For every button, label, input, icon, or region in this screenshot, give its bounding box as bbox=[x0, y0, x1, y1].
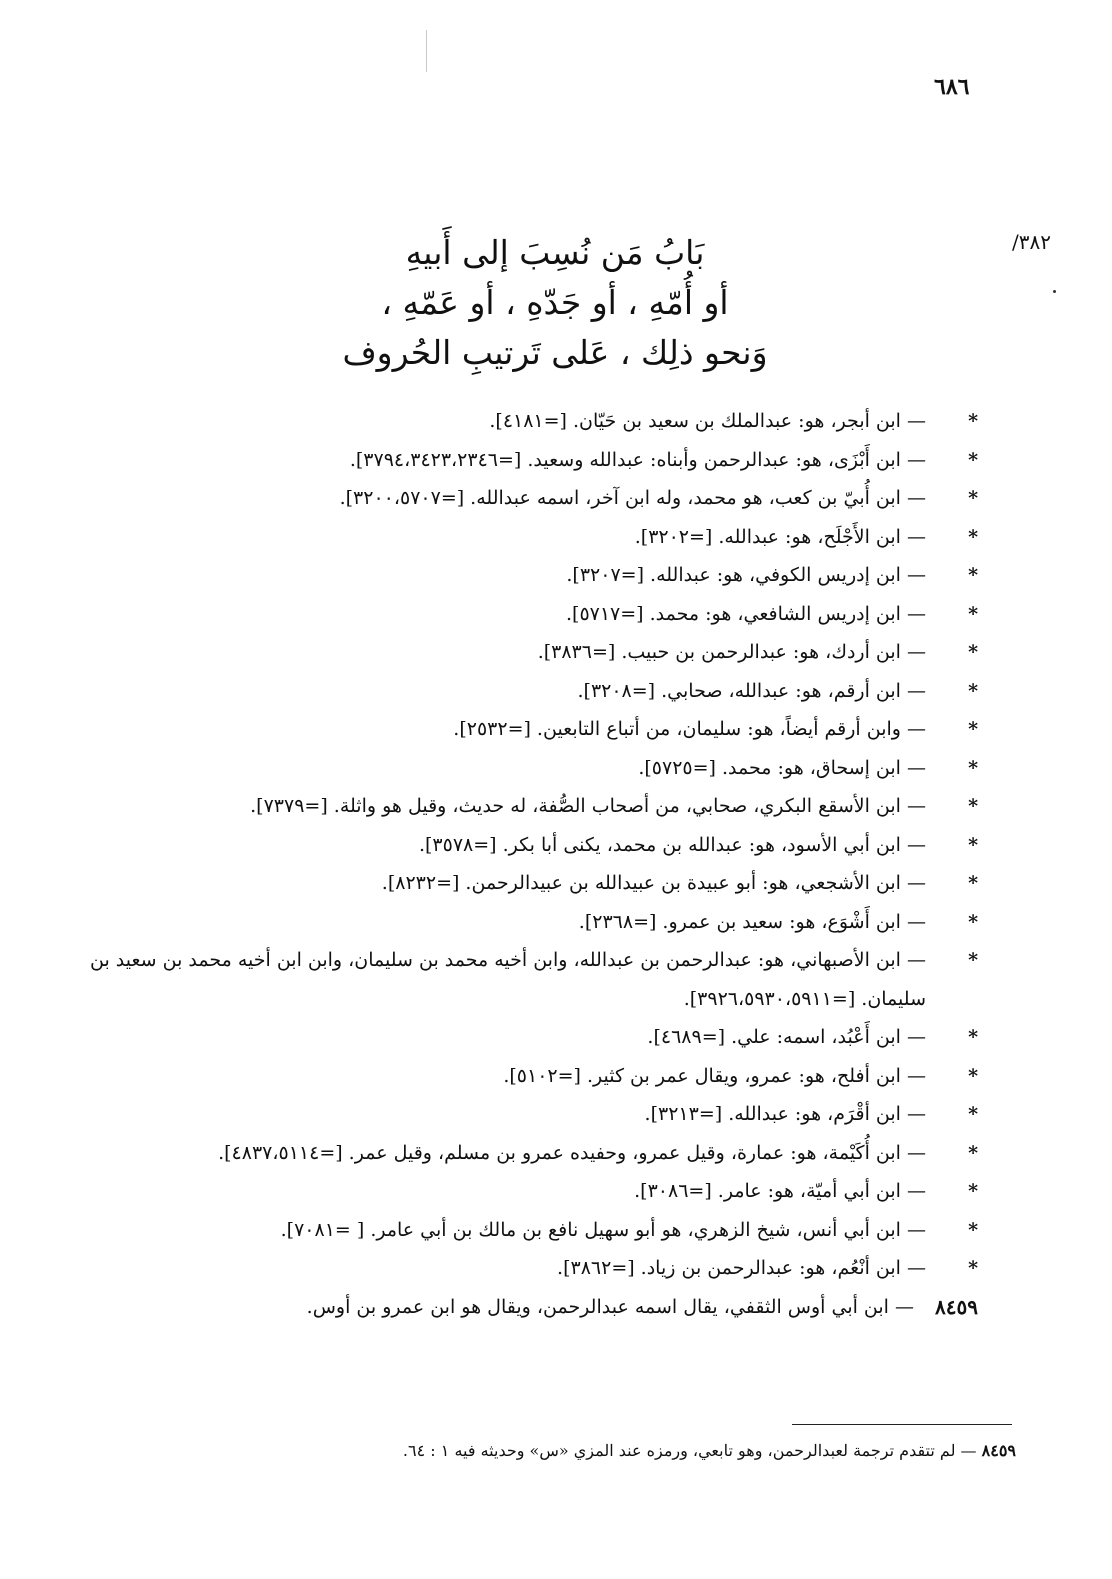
margin-reference: /٣٨٢ bbox=[1012, 230, 1051, 254]
entry-number: ٨٤٥٩ bbox=[935, 1294, 978, 1319]
list-item bbox=[60, 1057, 978, 1096]
entry-bullet: * bbox=[968, 487, 978, 509]
list-item bbox=[60, 595, 978, 634]
list-item bbox=[60, 1018, 978, 1057]
entries-list bbox=[60, 402, 978, 1326]
footnote-number: ٨٤٥٩ bbox=[981, 1441, 1016, 1460]
list-item bbox=[60, 941, 978, 1018]
list-item bbox=[60, 1095, 978, 1134]
entry-bullet: * bbox=[968, 1218, 978, 1241]
list-item bbox=[60, 1134, 978, 1173]
entry-bullet: * bbox=[968, 1064, 978, 1087]
entry-text: — ابن أنْعُم، هو: عبدالرحمن بن زياد. [=٣٨٦٢]. bbox=[557, 1257, 926, 1279]
list-item bbox=[60, 749, 978, 788]
entry-text: — ابن الأسقع البكري، صحابي، من أصحاب الصُّفة، له حديث، وقيل هو واثلة. [=٧٣٧٩]. bbox=[250, 795, 926, 817]
list-item bbox=[60, 864, 978, 903]
list-item bbox=[60, 710, 978, 749]
entry-bullet: * bbox=[968, 1180, 978, 1202]
entry-text: — ابن الأَجْلَح، هو: عبدالله. [=٣٢٠٢]. bbox=[634, 525, 926, 548]
entry-bullet: * bbox=[968, 910, 978, 933]
list-item bbox=[60, 556, 978, 595]
footnote-text: — لم تتقدم ترجمة لعبدالرحمن، وهو تابعي، ورمزه عند المزي «س» وحديثه فيه ١ : ٦٤. bbox=[402, 1441, 977, 1460]
scan-artifact bbox=[426, 30, 427, 72]
entry-bullet: * bbox=[968, 564, 978, 586]
entry-bullet: * bbox=[968, 756, 978, 779]
entry-text: — ابن أردك، هو: عبدالرحمن بن حبيب. [=٣٨٣٦]. bbox=[537, 641, 926, 663]
entry-text: — ابن الأشجعي، هو: أبو عبيدة بن عبيدالله بن عبيدالرحمن. [=٨٢٣٢]. bbox=[381, 872, 926, 894]
chapter-title bbox=[290, 228, 820, 378]
list-item bbox=[60, 787, 978, 826]
entry-text: — ابن أقْرَم، هو: عبدالله. [=٣٢١٣]. bbox=[644, 1103, 926, 1125]
entry-bullet: * bbox=[968, 1141, 978, 1164]
entry-bullet: * bbox=[968, 949, 978, 971]
chapter-title-line: وَنحو ذلِك ، عَلى تَرتيبِ الحُروف bbox=[342, 333, 768, 372]
entry-bullet: * bbox=[968, 525, 978, 548]
entry-text: — ابن أبجر، هو: عبدالملك بن سعيد بن حَيّان. [=٤١٨١]. bbox=[489, 410, 926, 432]
entry-text: — ابن أبي أوس الثقفي، يقال اسمه عبدالرحمن، ويقال هو ابن عمرو بن أوس. bbox=[306, 1295, 914, 1318]
footnote-divider bbox=[792, 1424, 1012, 1425]
page-number: ٦٨٦ bbox=[934, 74, 970, 100]
entry-bullet: * bbox=[968, 679, 978, 702]
entry-text: — ابن أرقم، هو: عبدالله، صحابي. [=٣٢٠٨]. bbox=[577, 679, 926, 702]
list-item bbox=[60, 826, 978, 865]
entry-text: — ابن إدريس الشافعي، هو: محمد. [=٥٧١٧]. bbox=[565, 602, 926, 625]
entry-text: — ابن أبي أنس، شيخ الزهري، هو أبو سهيل نافع بن مالك بن أبي عامر. [ =٧٠٨١]. bbox=[280, 1218, 926, 1241]
entry-bullet: * bbox=[968, 1257, 978, 1279]
entry-text: — ابن إدريس الكوفي، هو: عبدالله. [=٣٢٠٧]. bbox=[566, 564, 926, 586]
chapter-title-line: أو أُمّهِ ، أو جَدّهِ ، أو عَمّهِ ، bbox=[381, 283, 729, 322]
entry-text: — ابن أَشْوَع، هو: سعيد بن عمرو. [=٢٣٦٨]. bbox=[578, 910, 926, 933]
footnote bbox=[180, 1438, 1016, 1464]
entry-bullet: * bbox=[968, 795, 978, 817]
entry-bullet: * bbox=[968, 1103, 978, 1125]
list-item bbox=[60, 1211, 978, 1250]
list-item bbox=[60, 402, 978, 441]
entry-text: — ابن أَبْزَى، هو: عبدالرحمن وأبناه: عبدالله وسعيد. [=٣٧٩٤،٣٤٢٣،٢٣٤٦]. bbox=[349, 448, 926, 471]
entry-text: — ابن أَعْبُد، اسمه: علي. [=٤٦٨٩]. bbox=[647, 1026, 926, 1048]
margin-dot bbox=[1053, 290, 1056, 293]
entry-bullet: * bbox=[968, 410, 978, 432]
entry-text: — ابن أُكَيْمة، هو: عمارة، وقيل عمرو، وحفيده عمرو بن مسلم، وقيل عمر. [=٤٨٣٧،٥١١٤]. bbox=[218, 1141, 926, 1164]
entry-bullet: * bbox=[968, 833, 978, 856]
entry-bullet: * bbox=[968, 602, 978, 625]
list-item bbox=[60, 479, 978, 518]
entry-text: — ابن أبي أميّة، هو: عامر. [=٣٠٨٦]. bbox=[634, 1180, 926, 1202]
entry-bullet: * bbox=[968, 718, 978, 740]
entry-bullet: * bbox=[968, 872, 978, 894]
list-item bbox=[60, 1288, 978, 1327]
entry-text: — ابن أبي الأسود، هو: عبدالله بن محمد، يكنى أبا بكر. [=٣٥٧٨]. bbox=[418, 833, 926, 856]
list-item bbox=[60, 441, 978, 480]
list-item bbox=[60, 633, 978, 672]
list-item bbox=[60, 903, 978, 942]
entry-bullet: * bbox=[968, 1026, 978, 1048]
entry-bullet: * bbox=[968, 641, 978, 663]
entry-text: — ابن إسحاق، هو: محمد. [=٥٧٢٥]. bbox=[638, 756, 926, 779]
list-item bbox=[60, 1249, 978, 1288]
list-item bbox=[60, 672, 978, 711]
entry-text: — وابن أرقم أيضاً، هو: سليمان، من أتباع التابعين. [=٢٥٣٢]. bbox=[453, 718, 926, 740]
list-item bbox=[60, 518, 978, 557]
chapter-title-line: بَابُ مَن نُسِبَ إلى أَبيهِ bbox=[405, 233, 705, 272]
entry-bullet: * bbox=[968, 448, 978, 471]
list-item bbox=[60, 1172, 978, 1211]
entry-text: — ابن الأصبهاني، هو: عبدالرحمن بن عبدالله، وابن أخيه محمد بن سليمان، وابن ابن أخيه محمد بن سعيد بن سليمان. [=٣٩٢٦،٥٩٣٠،٥٩١١]. bbox=[90, 949, 926, 1010]
entry-text: — ابن أفلح، هو: عمرو، ويقال عمر بن كثير. [=٥١٠٢]. bbox=[503, 1064, 926, 1087]
entry-text: — ابن أُبيّ بن كعب، هو محمد، وله ابن آخر، اسمه عبدالله. [=٣٢٠٠،٥٧٠٧]. bbox=[339, 487, 926, 509]
